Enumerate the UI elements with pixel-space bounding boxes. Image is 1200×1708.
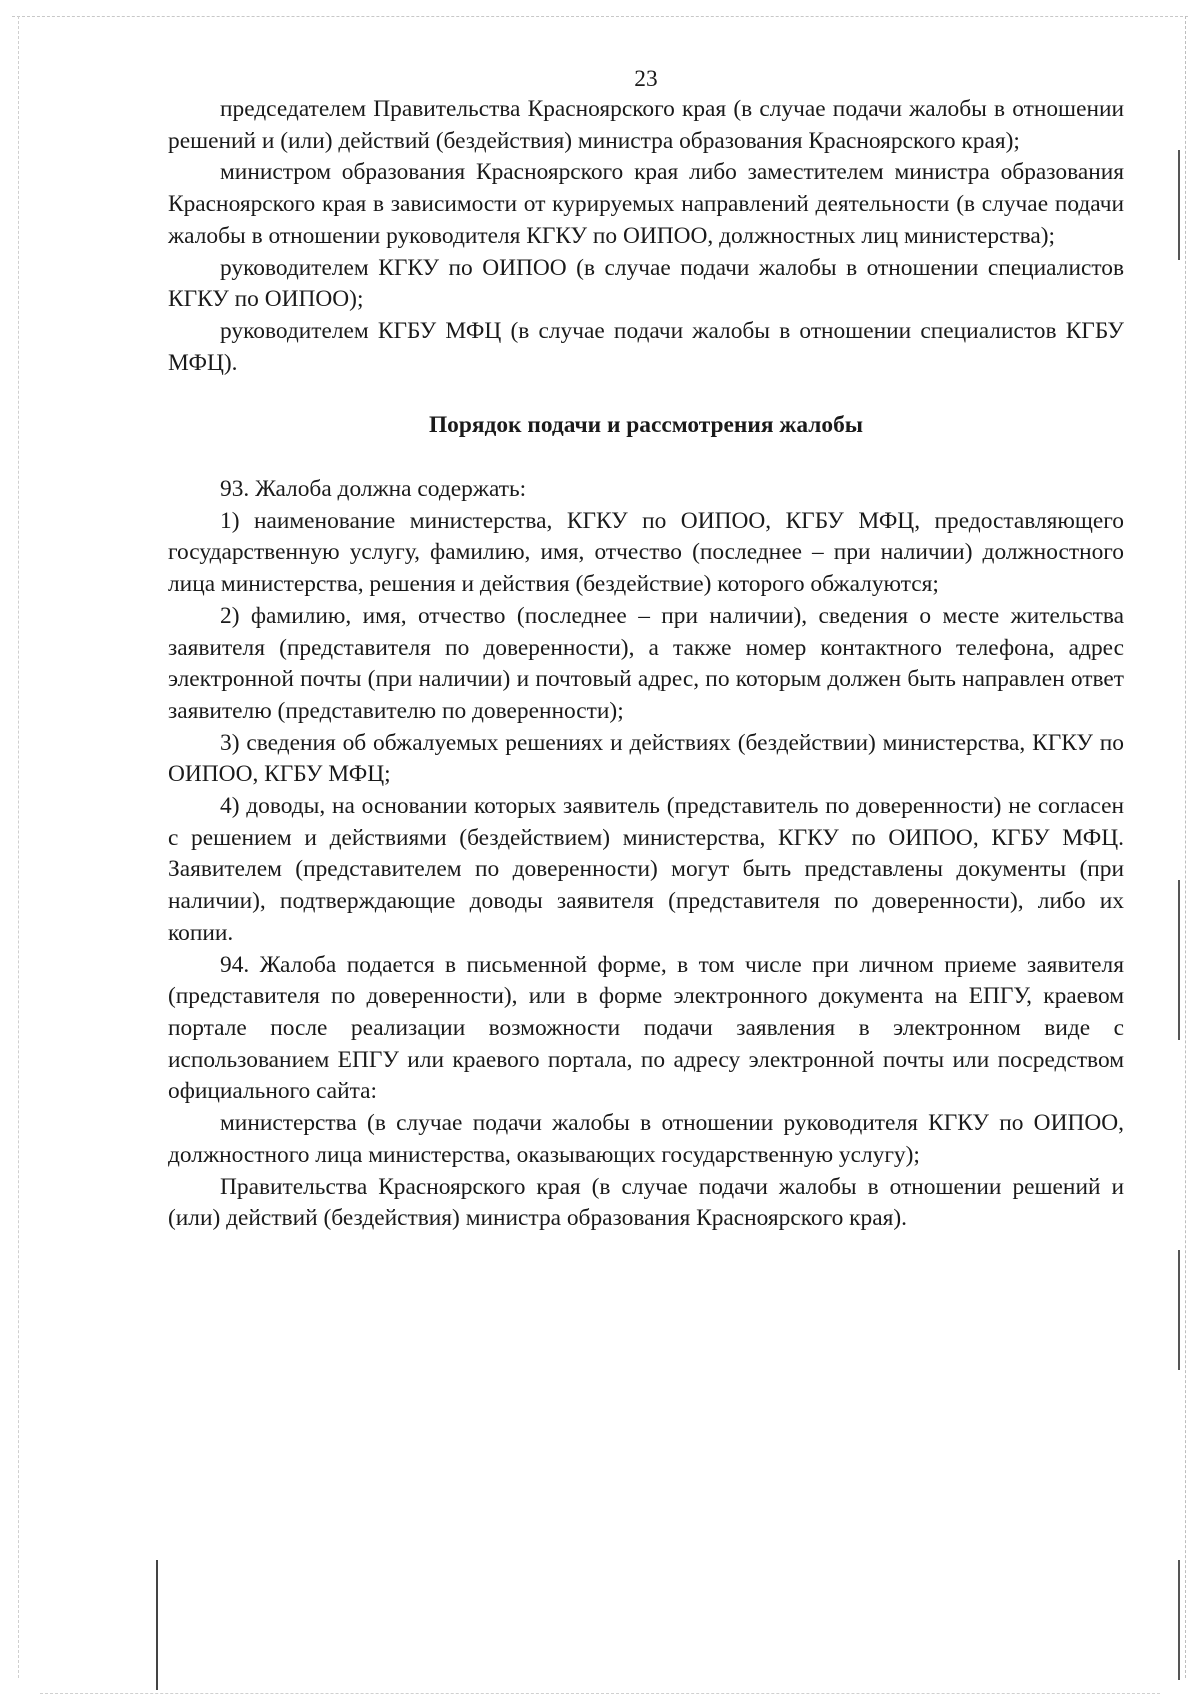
list-item-3: 3) сведения об обжалуемых решениях и действиях (бездействии) министерства, КГКУ по ОИПОО, КГБУ МФЦ; xyxy=(168,729,1124,788)
scan-mark xyxy=(156,1560,158,1690)
spacer xyxy=(168,379,1124,410)
spacer xyxy=(168,442,1124,474)
paragraph: председателем Правительства Красноярского края (в случае подачи жалобы в отношении решений и (или) действий (бездействия) министра образования Красноярского края); xyxy=(168,96,1124,154)
scan-mark xyxy=(1178,1560,1180,1680)
list-item-4: 4) доводы, на основании которых заявитель (представитель по доверенности) не согласен с решением и действиями (бездействием) министерства, КГКУ по ОИПОО, КГБУ МФЦ. Заявителем (представителем по доверенности) могут быть представлены документы (при наличии), подтверждающие доводы заявителя (представителя по доверенности), либо их копии. xyxy=(168,793,1124,946)
document-body xyxy=(168,64,1124,1235)
paragraph: руководителем КГБУ МФЦ (в случае подачи жалобы в отношении специалистов КГБУ МФЦ). xyxy=(168,317,1124,376)
scan-mark xyxy=(1178,1250,1180,1370)
page-number: 23 xyxy=(634,66,658,92)
scan-border-right xyxy=(1185,16,1186,1678)
paragraph: Правительства Красноярского края (в случае подачи жалобы в отношении решений и (или) действий (бездействия) министра образования Красноярского края). xyxy=(168,1173,1124,1232)
scan-border-top xyxy=(12,16,1188,17)
paragraph: руководителем КГКУ по ОИПОО (в случае подачи жалобы в отношении специалистов КГКУ по ОИПОО); xyxy=(168,254,1124,313)
paragraph: министром образования Красноярского края либо заместителем министра образования Красноярского края в зависимости от курируемых направлений деятельности (в случае подачи жалобы в отношении руководителя КГКУ по ОИПОО, должностных лиц министерства); xyxy=(168,159,1124,249)
list-item-1: 1) наименование министерства, КГКУ по ОИПОО, КГБУ МФЦ, предоставляющего государственную услугу, фамилию, имя, отчество (последнее – при наличии) должностного лица министерства, решения и действия (бездействие) которого обжалуются; xyxy=(168,507,1124,598)
scan-border-bottom xyxy=(40,1693,1160,1694)
scan-mark xyxy=(1178,880,1180,1040)
list-item-2: 2) фамилию, имя, отчество (последнее – при наличии), сведения о месте жительства заявителя (представителя по доверенности), а также номер контактного телефона, адрес электронной почты (при наличии) и почтовый адрес, по которым должен быть направлен ответ заявителю (представителю по доверенности); xyxy=(168,602,1124,724)
section-heading: Порядок подачи и рассмотрения жалобы xyxy=(428,412,864,439)
scan-mark xyxy=(1178,150,1180,260)
paragraph-94: 94. Жалоба подается в письменной форме, в том числе при личном приеме заявителя (представителя по доверенности), или в форме электронного документа на ЕПГУ, краевом портале после реализации возможности подачи заявления в электронном виде с использованием ЕПГУ или краевого портала, по адресу электронной почты или посредством официального сайта: xyxy=(168,951,1124,1105)
scan-border-left xyxy=(18,16,19,1678)
paragraph-93-intro: 93. Жалоба должна содержать: xyxy=(220,476,527,503)
paragraph: министерства (в случае подачи жалобы в отношении руководителя КГКУ по ОИПОО, должностного лица министерства, оказывающих государственную услугу); xyxy=(168,1110,1124,1168)
